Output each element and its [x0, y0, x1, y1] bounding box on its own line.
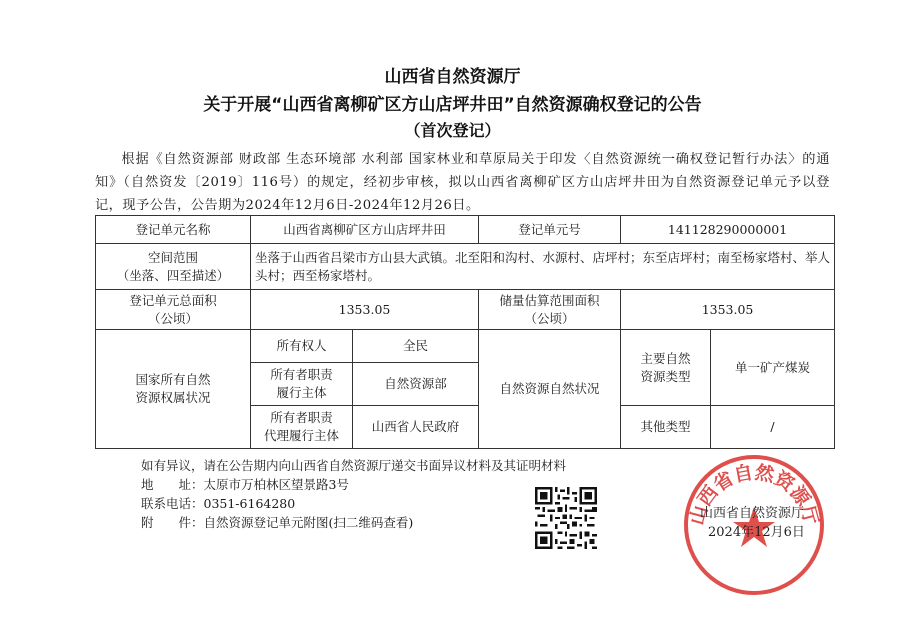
phone-line: 联系电话：0351-6164280	[141, 496, 296, 511]
agent-subject-value: 山西省人民政府	[353, 406, 479, 449]
issuer-title: 山西省自然资源厅	[384, 67, 521, 87]
main-type-value: 单一矿产煤炭	[711, 330, 835, 406]
address-line: 地 址：太原市万柏林区望景路3号	[141, 477, 349, 492]
unit-number-value: 141128290000001	[621, 216, 835, 244]
duty-subject-value: 自然资源部	[353, 363, 479, 406]
total-area-label: 登记单元总面积 （公顷）	[96, 290, 251, 330]
signature-date: 2024年12月6日	[708, 525, 805, 540]
intro-paragraph: 根据《自然资源部 财政部 生态环境部 水利部 国家林业和草原局关于印发〈自然资源统一确权登记暂行办法〉的通知》（自然资发〔2019〕116号）的规定，经初步审核，拟以山西省离柳矿区方山店坪井田为自然资源登记单元予以登记，现予公告，公告期为2024年12月6日-2024年12月26日。	[95, 152, 830, 213]
owner-value: 全民	[353, 330, 479, 363]
scope-label: 空间范围 （坐落、四至描述）	[96, 244, 251, 290]
registration-table	[95, 215, 835, 449]
other-type-value: /	[711, 406, 835, 449]
qr-code[interactable]	[535, 487, 597, 549]
ownership-status-label: 国家所有自然 资源权属状况	[96, 330, 251, 449]
unit-name-value: 山西省离柳矿区方山店坪井田	[251, 216, 479, 244]
total-area-value: 1353.05	[251, 290, 479, 330]
announcement-title: 关于开展“山西省离柳矿区方山店坪井田”自然资源确权登记的公告	[203, 95, 702, 115]
duty-subject-label: 所有者职责 履行主体	[251, 363, 353, 406]
objection-note: 如有异议，请在公告期内向山西省自然资源厅递交书面异议材料及其证明材料	[141, 458, 567, 473]
reserve-area-value: 1353.05	[621, 290, 835, 330]
unit-name-label: 登记单元名称	[96, 216, 251, 244]
owner-label: 所有权人	[251, 330, 353, 363]
main-type-label: 主要自然 资源类型	[621, 330, 711, 406]
natural-status-label: 自然资源自然状况	[479, 330, 621, 449]
attachment-line: 附 件：自然资源登记单元附图(扫二维码查看)	[141, 515, 414, 530]
announcement-subtitle: （首次登记）	[404, 121, 501, 140]
unit-number-label: 登记单元号	[479, 216, 621, 244]
signature-org: 山西省自然资源厅	[700, 506, 805, 521]
svg-text:山西省自然资源厅: 山西省自然资源厅	[685, 461, 823, 528]
scope-value: 坐落于山西省吕梁市方山县大武镇。北至阳和沟村、水源村、店坪村；东至店坪村；南至杨家塔村、举人头村；西至杨家塔村。	[251, 244, 835, 290]
reserve-area-label: 储量估算范围面积 （公顷）	[479, 290, 621, 330]
agent-subject-label: 所有者职责 代理履行主体	[251, 406, 353, 449]
other-type-label: 其他类型	[621, 406, 711, 449]
